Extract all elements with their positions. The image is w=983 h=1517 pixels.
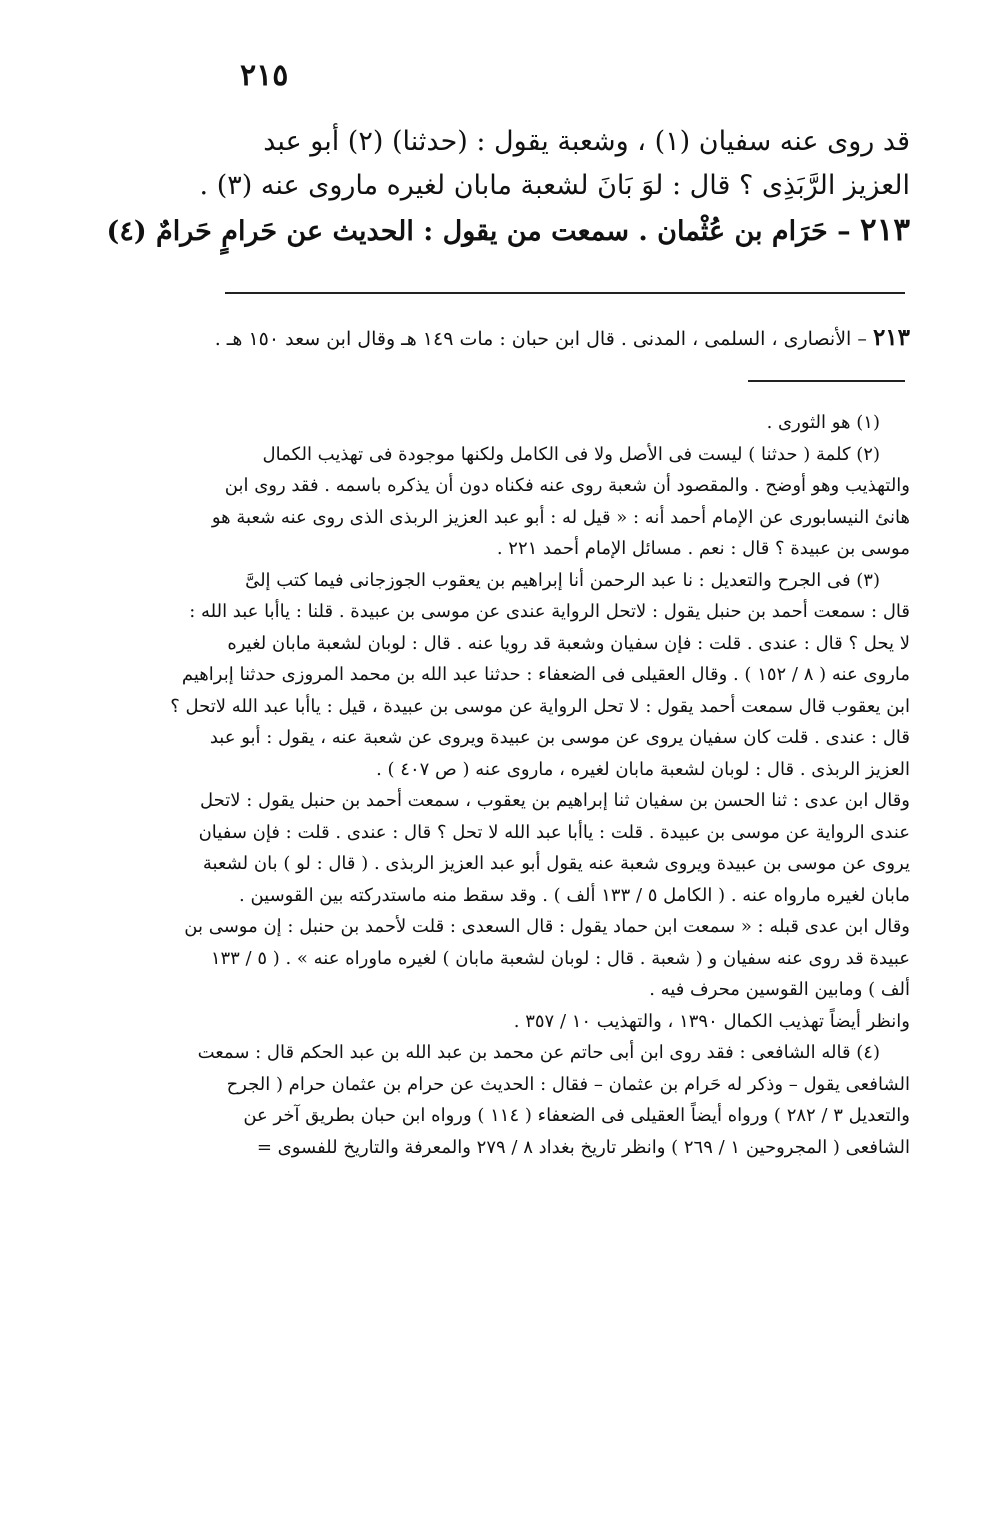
footnote-line: قال : سمعت أحمد بن حنبل يقول : لاتحل الرواية عندى عن موسى بن عبيدة . قلنا : ياأبا عبد الله :: [189, 601, 910, 622]
footnote-rule: [748, 380, 905, 382]
footnote-line: الشافعى يقول – وذكر له حَرام بن عثمان – فقال : الحديث عن حرام بن عثمان حرام ( الجرح: [226, 1073, 910, 1095]
main-text-line: العزيز الرَّبَذِى ؟ قال : لوَ بَانَ لشعبة مابان لغيره ماروى عنه (٣) .: [199, 170, 910, 201]
footnote-line: هانئ النيسابورى عن الإمام أحمد أنه : « قيل له : أبو عبد العزيز الربذى الذى روى عنه شعبة هو: [211, 506, 910, 528]
footnote-line: وانظر أيضاً تهذيب الكمال ١٣٩٠ ، والتهذيب ١٠ / ٣٥٧ .: [513, 1010, 910, 1032]
footnote-line: وقال ابن عدى قبله : « سمعت ابن حماد يقول : قال السعدى : قلت لأحمد بن حنبل : إن موسى بن: [184, 916, 910, 937]
footnotes: [170, 407, 910, 1163]
entry-heading: [106, 208, 910, 254]
biography-text: – الأنصارى ، السلمى ، المدنى . قال ابن حبان : مات ١٤٩ هـ وقال ابن سعد ١٥٠ هـ .: [214, 328, 867, 350]
footnote-1: (١) هو الثورى .: [766, 412, 880, 433]
separator-rule: [225, 292, 905, 294]
footnote-line: العزيز الربذى . قال : لوبان لشعبة مابان لغيره ، ماروى عنه ( ص ٤٠٧ ) .: [376, 758, 910, 780]
footnote-line: لا يحل ؟ قال : عندى . قلت : فإن سفيان وشعبة قد رويا عنه . قال : لوبان لشعبة مابان لغيره: [227, 632, 910, 654]
footnote-line: عبيدة قد روى عنه سفيان و ( شعبة . قال : لوبان لشعبة مابان ) لغيره ماوراه عنه » . ( ٥ / ١٣٣: [210, 947, 910, 969]
footnote-line: الشافعى ( المجروحين ١ / ٢٦٩ ) وانظر تاريخ بغداد ٨ / ٢٧٩ والمعرفة والتاريخ للفسوى =: [256, 1136, 910, 1158]
footnote-line: قال : عندى . قلت كان سفيان يروى عن موسى بن عبيدة ويروى عن شعبة عنه ، يقول : أبو عبد: [209, 727, 910, 748]
entry-text: – حَرَام بن عُثْمان . سمعت من يقول : الحديث عن حَرامٍ حَرامٌ (٤): [106, 216, 851, 247]
footnote-line: مابان لغيره مارواه عنه . ( الكامل ٥ / ١٣٣ ألف ) . وقد سقط منه ماستدركته بين القوسين .: [239, 884, 910, 906]
footnote-line: ماروى عنه ( ٨ / ١٥٢ ) . وقال العقيلى فى الضعفاء : حدثنا عبد الله بن محمد المروزى حدثنا إبراهيم: [181, 664, 910, 685]
footnote-line: ابن يعقوب قال سمعت أحمد يقول : لا تحل الرواية عن موسى بن عبيدة ، قيل : ياأبا عبد الله لاتحل ؟: [170, 695, 910, 717]
main-text-line: قد روى عنه سفيان (١) ، وشعبة يقول : (حدثنا) (٢) أبو عبد: [263, 126, 910, 157]
footnote-line: ألف ) ومابين القوسين محرف فيه .: [649, 979, 910, 1000]
footnote-line: وقال ابن عدى : ثنا الحسن بن سفيان ثنا إبراهيم بن يعقوب ، سمعت أحمد بن حنبل يقول : لاتحل: [199, 790, 910, 811]
page-number: ٢١٥: [240, 58, 289, 93]
footnote-line: موسى بن عبيدة ؟ قال : نعم . مسائل الإمام أحمد ٢٢١ .: [496, 538, 910, 559]
footnote-2: (٢) كلمة ( حدثنا ) ليست فى الأصل ولا فى الكامل ولكنها موجودة فى تهذيب الكمال: [262, 443, 880, 465]
entry-number: ٢١٣: [860, 212, 910, 248]
biography-note: [215, 322, 910, 355]
footnote-line: والتهذيب وهو أوضح . والمقصود أن شعبة روى عنه فكناه دون أن يذكره باسمه . فقد روى ابن: [224, 475, 910, 496]
footnote-line: والتعديل ٣ / ٢٨٢ ) ورواه أيضاً العقيلى فى الضعفاء ( ١١٤ ) ورواه ابن حبان بطريق آخر عن: [243, 1105, 910, 1126]
footnote-line: عندى الرواية عن موسى بن عبيدة . قلت : ياأبا عبد الله لا تحل ؟ قال : عندى . قلت : فإن سفيان: [198, 821, 910, 843]
biography-number: ٢١٣: [872, 324, 910, 351]
footnote-4: (٤) قاله الشافعى : فقد روى ابن أبى حاتم عن محمد بن عبد الله بن عبد الحكم قال : سمعت: [197, 1042, 880, 1063]
footnote-line: يروى عن موسى بن عبيدة ويروى شعبة عنه يقول أبو عبد العزيز الربذى . ( قال : لو ) بان لشعبة: [202, 853, 910, 874]
footnote-3: (٣) فى الجرح والتعديل : نا عبد الرحمن أنا إبراهيم بن يعقوب الجوزجانى فيما كتب إلىَّ: [245, 569, 880, 591]
main-text: [106, 120, 910, 254]
